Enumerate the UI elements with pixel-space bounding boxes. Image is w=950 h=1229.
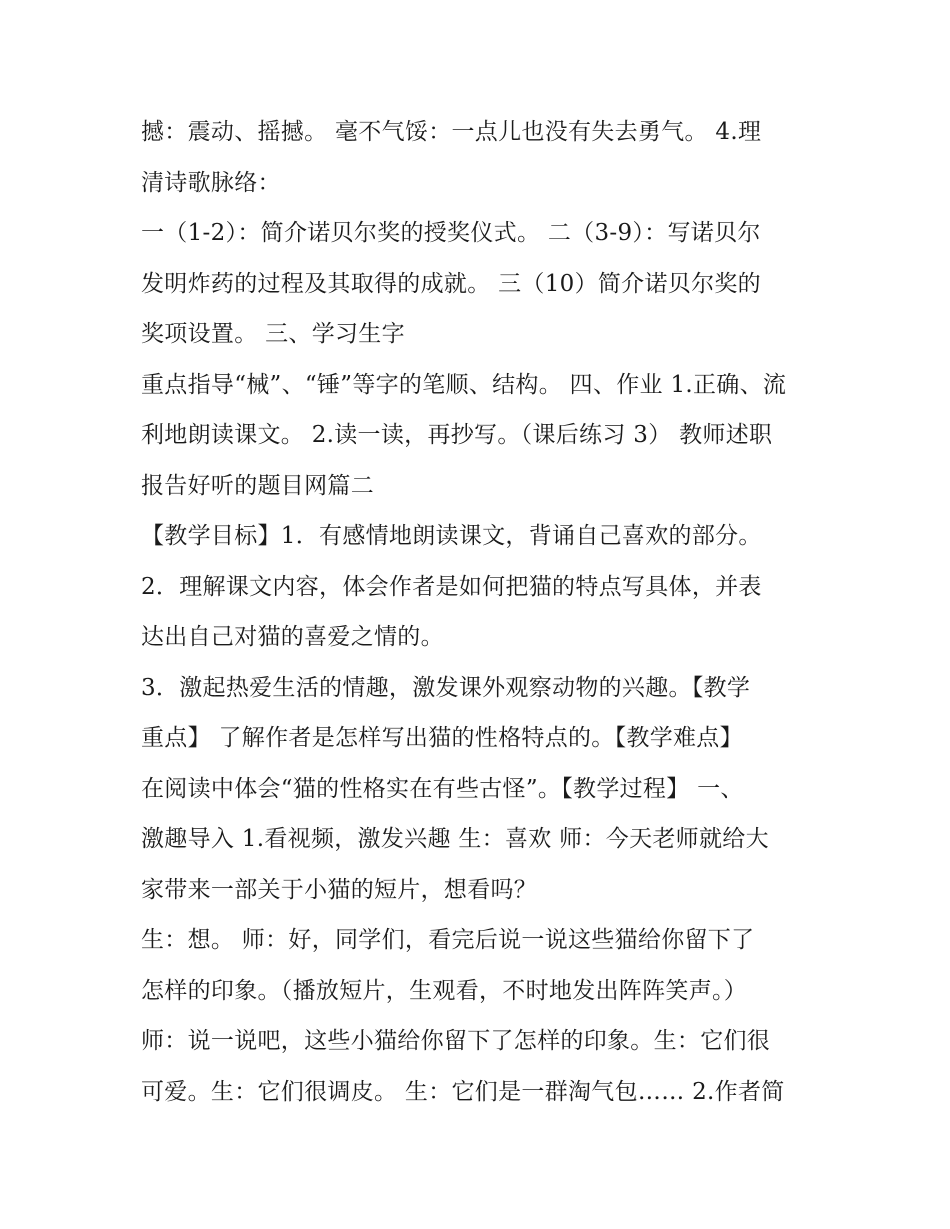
text-line: 重点指导“械”、“锤”等字的笔顺、结构。 四、作业 1.正确、流 [141,371,787,398]
text-line: 【教学目标】1．有感情地朗读课文，背诵自己喜欢的部分。 [141,523,762,549]
text-line: 3．激起热爱生活的情趣，激发课外观察动物的兴趣。【教学 [141,674,751,701]
text-line: 在阅读中体会“猫的性格实在有些古怪”。【教学过程】 一、 [141,775,744,802]
text-line: 发明炸药的过程及其取得的成就。 三（10）简介诺贝尔奖的 [141,270,761,297]
text-line: 激趣导入 1.看视频，激发兴趣 生：喜欢 师：今天老师就给大 [141,826,769,852]
text-line: 一（1-2）：简介诺贝尔奖的授奖仪式。 二（3-9）：写诺贝尔 [141,220,761,246]
text-line: 怎样的印象。（播放短片，生观看，不时地发出阵阵笑声。） [141,977,748,1004]
text-line: 撼：震动、摇撼。 毫不气馁：一点儿也没有失去勇气。 4.理 [141,119,762,145]
text-line: 报告好听的题目网篇二 [141,472,374,499]
text-line: 利地朗读课文。 2.读一读，再抄写。（课后练习 3） 教师述职 [141,422,773,448]
text-line: 家带来一部关于小猫的短片，想看吗？ [141,876,538,903]
text-line: 师：说一说吧，这些小猫给你留下了怎样的印象。生：它们很 [141,1028,771,1054]
body-text [141,107,821,1117]
text-line: 生：想。 师：好，同学们，看完后说一说这些猫给你留下了 [141,927,755,953]
text-line: 可爱。生：它们很调皮。 生：它们是一群淘气包…… 2.作者简 [141,1078,785,1105]
text-line: 清诗歌脉络： [141,169,281,196]
text-line: 重点】 了解作者是怎样写出猫的性格特点的。【教学难点】 [141,725,743,751]
text-line: 奖项设置。 三、学习生字 [141,321,405,347]
text-line: 2．理解课文内容，体会作者是如何把猫的特点写具体，并表 [141,573,762,600]
text-line: 达出自己对猫的喜爱之情的。 [141,624,444,650]
